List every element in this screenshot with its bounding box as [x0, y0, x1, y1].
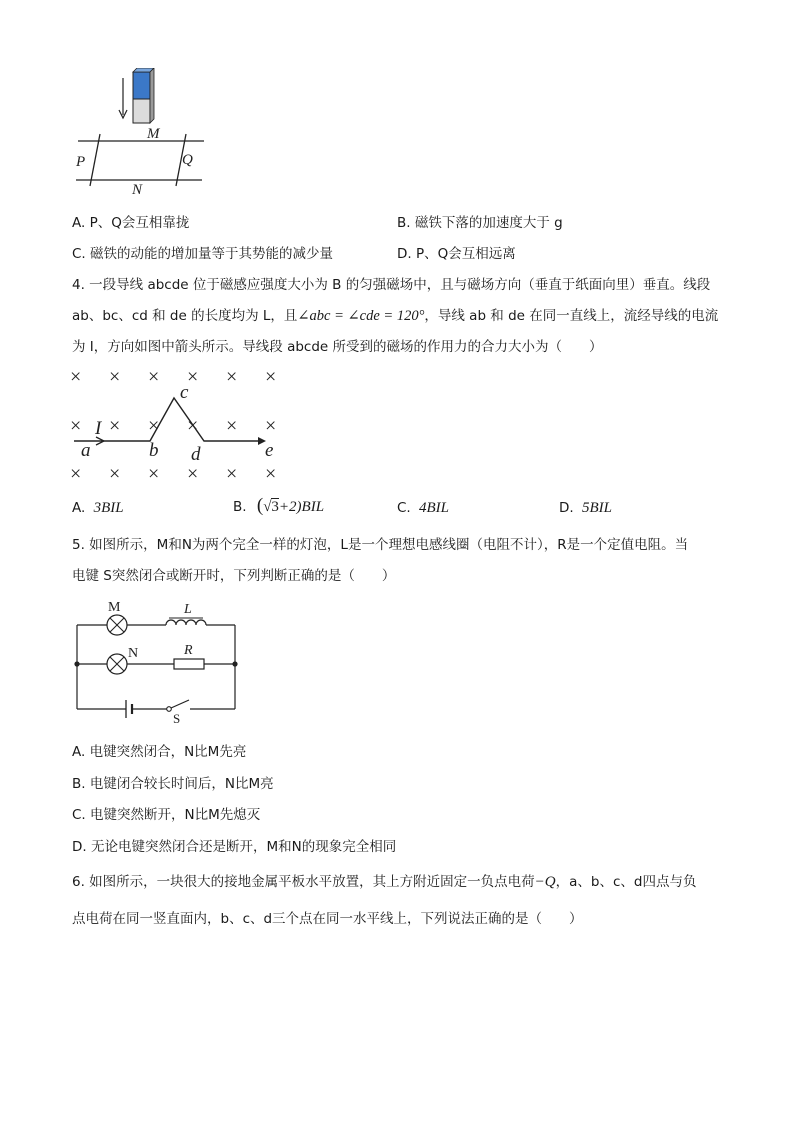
q5-option-d[interactable]: D. 无论电键突然闭合还是断开，M和N的现象完全相同 — [72, 839, 397, 855]
q3-label-m: M — [147, 126, 160, 142]
field-cross: × — [109, 415, 121, 437]
q4-option-b-radicand: 3 — [271, 499, 279, 515]
q3-option-a[interactable]: A. P、Q会互相靠拢 — [72, 215, 190, 231]
q5-label-s: S — [173, 711, 181, 724]
q4-figure — [68, 362, 288, 490]
field-cross: × — [187, 366, 199, 388]
field-cross: × — [187, 415, 199, 437]
q5-label-n: N — [128, 646, 139, 661]
q4-option-b-math — [256, 495, 325, 516]
q4-label-a: a — [81, 440, 91, 461]
q4-option-c-math: 4BIL — [419, 500, 450, 516]
q6-stem-line-1 — [72, 873, 696, 891]
q4-option-b-rest: +2)BIL — [278, 499, 325, 515]
q5-option-b[interactable]: B. 电键闭合较长时间后，N比M亮 — [72, 776, 274, 792]
q4-figure-svg — [68, 362, 288, 490]
q5-circuit-figure — [70, 596, 242, 724]
inductor-coil-icon — [166, 620, 206, 625]
q5-stem-line-2: 电键 S突然闭合或断开时，下列判断正确的是（ ） — [72, 568, 396, 584]
q4-stem-line-2-pre: ab、bc、cd 和 de 的长度均为 L，且 — [72, 308, 298, 324]
q4-option-d[interactable] — [559, 499, 612, 517]
q4-option-d-prefix: D. — [559, 500, 574, 516]
q3-option-c[interactable]: C. 磁铁的动能的增加量等于其势能的减少量 — [72, 246, 334, 262]
q4-stem-line-2 — [72, 307, 718, 325]
field-cross: × — [226, 415, 238, 437]
q6-stem-line-2: 点电荷在同一竖直面内，b、c、d三个点在同一水平线上，下列说法正确的是（ ） — [72, 911, 583, 927]
field-cross: × — [226, 463, 238, 485]
q3-figure — [70, 68, 210, 196]
field-cross: × — [70, 463, 82, 485]
field-cross: × — [148, 463, 160, 485]
q3-figure-svg — [70, 68, 210, 196]
magnet-top-blue — [133, 72, 150, 99]
q3-label-p: P — [76, 154, 86, 170]
magnet-side — [150, 68, 154, 123]
field-cross: × — [148, 366, 160, 388]
field-cross: × — [265, 415, 277, 437]
switch-s-icon — [171, 700, 189, 708]
q5-label-l: L — [184, 602, 192, 617]
q3-label-q: Q — [182, 152, 193, 168]
q4-option-b[interactable] — [233, 497, 324, 516]
junction-right — [232, 661, 237, 666]
switch-pivot — [167, 707, 172, 712]
q4-option-a[interactable] — [72, 499, 124, 517]
q6-stem-line-1-post: ，a、b、c、d四点与负 — [555, 874, 697, 890]
q4-option-a-math: 3BIL — [93, 500, 124, 516]
q5-option-a[interactable]: A. 电键突然闭合，N比M先亮 — [72, 744, 247, 760]
q4-option-d-math: 5BIL — [581, 500, 612, 516]
q4-option-b-prefix: B. — [233, 499, 247, 515]
field-cross: × — [70, 366, 82, 388]
field-cross: × — [187, 463, 199, 485]
q3-option-b[interactable]: B. 磁铁下落的加速度大于 g — [397, 215, 563, 231]
q5-option-c[interactable]: C. 电键突然断开，N比M先熄灭 — [72, 807, 261, 823]
q4-stem-line-3: 为 I，方向如图中箭头所示。导线段 abcde 所受到的磁场的作用力的合力大小为（ ） — [72, 339, 603, 355]
field-cross: × — [70, 415, 82, 437]
q4-angle-math: ∠abc = ∠cde = 120° — [297, 308, 425, 324]
q4-option-b-paren-open: ( — [256, 495, 264, 516]
resistor-r-icon — [174, 659, 204, 669]
q4-label-e: e — [265, 440, 274, 461]
q3-label-n: N — [132, 182, 143, 196]
q4-label-i: I — [95, 418, 102, 439]
q4-option-c[interactable] — [397, 499, 449, 517]
q4-option-c-prefix: C. — [397, 500, 411, 516]
field-cross: × — [109, 463, 121, 485]
q5-stem-line-1: 5. 如图所示，M和N为两个完全一样的灯泡，L是一个理想电感线圈（电阻不计），R是一个定值电阻。当 — [72, 537, 689, 553]
sqrt-icon: √ — [263, 499, 272, 515]
q4-stem-line-1: 4. 一段导线 abcde 位于磁感应强度大小为 B 的匀强磁场中，且与磁场方向（垂直于纸面向里）垂直。线段 — [72, 277, 711, 293]
field-cross: × — [109, 366, 121, 388]
q4-label-c: c — [180, 382, 189, 403]
q4-stem-line-2-post: ，导线 ab 和 de 在同一直线上，流经导线的电流 — [424, 308, 719, 324]
q6-stem-line-1-pre: 6. 如图所示，一块很大的接地金属平板水平放置，其上方附近固定一负点电荷 — [72, 874, 535, 890]
field-cross: × — [148, 415, 160, 437]
magnet-bottom-gray — [133, 99, 150, 123]
field-cross: × — [265, 463, 277, 485]
q5-label-m: M — [108, 600, 121, 615]
q5-circuit-svg — [70, 596, 242, 724]
field-cross: × — [265, 366, 277, 388]
q4-option-a-prefix: A. — [72, 500, 86, 516]
q3-option-d[interactable]: D. P、Q会互相远离 — [397, 246, 516, 262]
q5-label-r: R — [184, 643, 193, 658]
rod-p — [90, 134, 100, 186]
q4-label-b: b — [149, 440, 159, 461]
field-cross: × — [226, 366, 238, 388]
q4-label-d: d — [191, 444, 201, 465]
q6-charge-math: −Q — [534, 874, 556, 890]
junction-left — [74, 661, 79, 666]
